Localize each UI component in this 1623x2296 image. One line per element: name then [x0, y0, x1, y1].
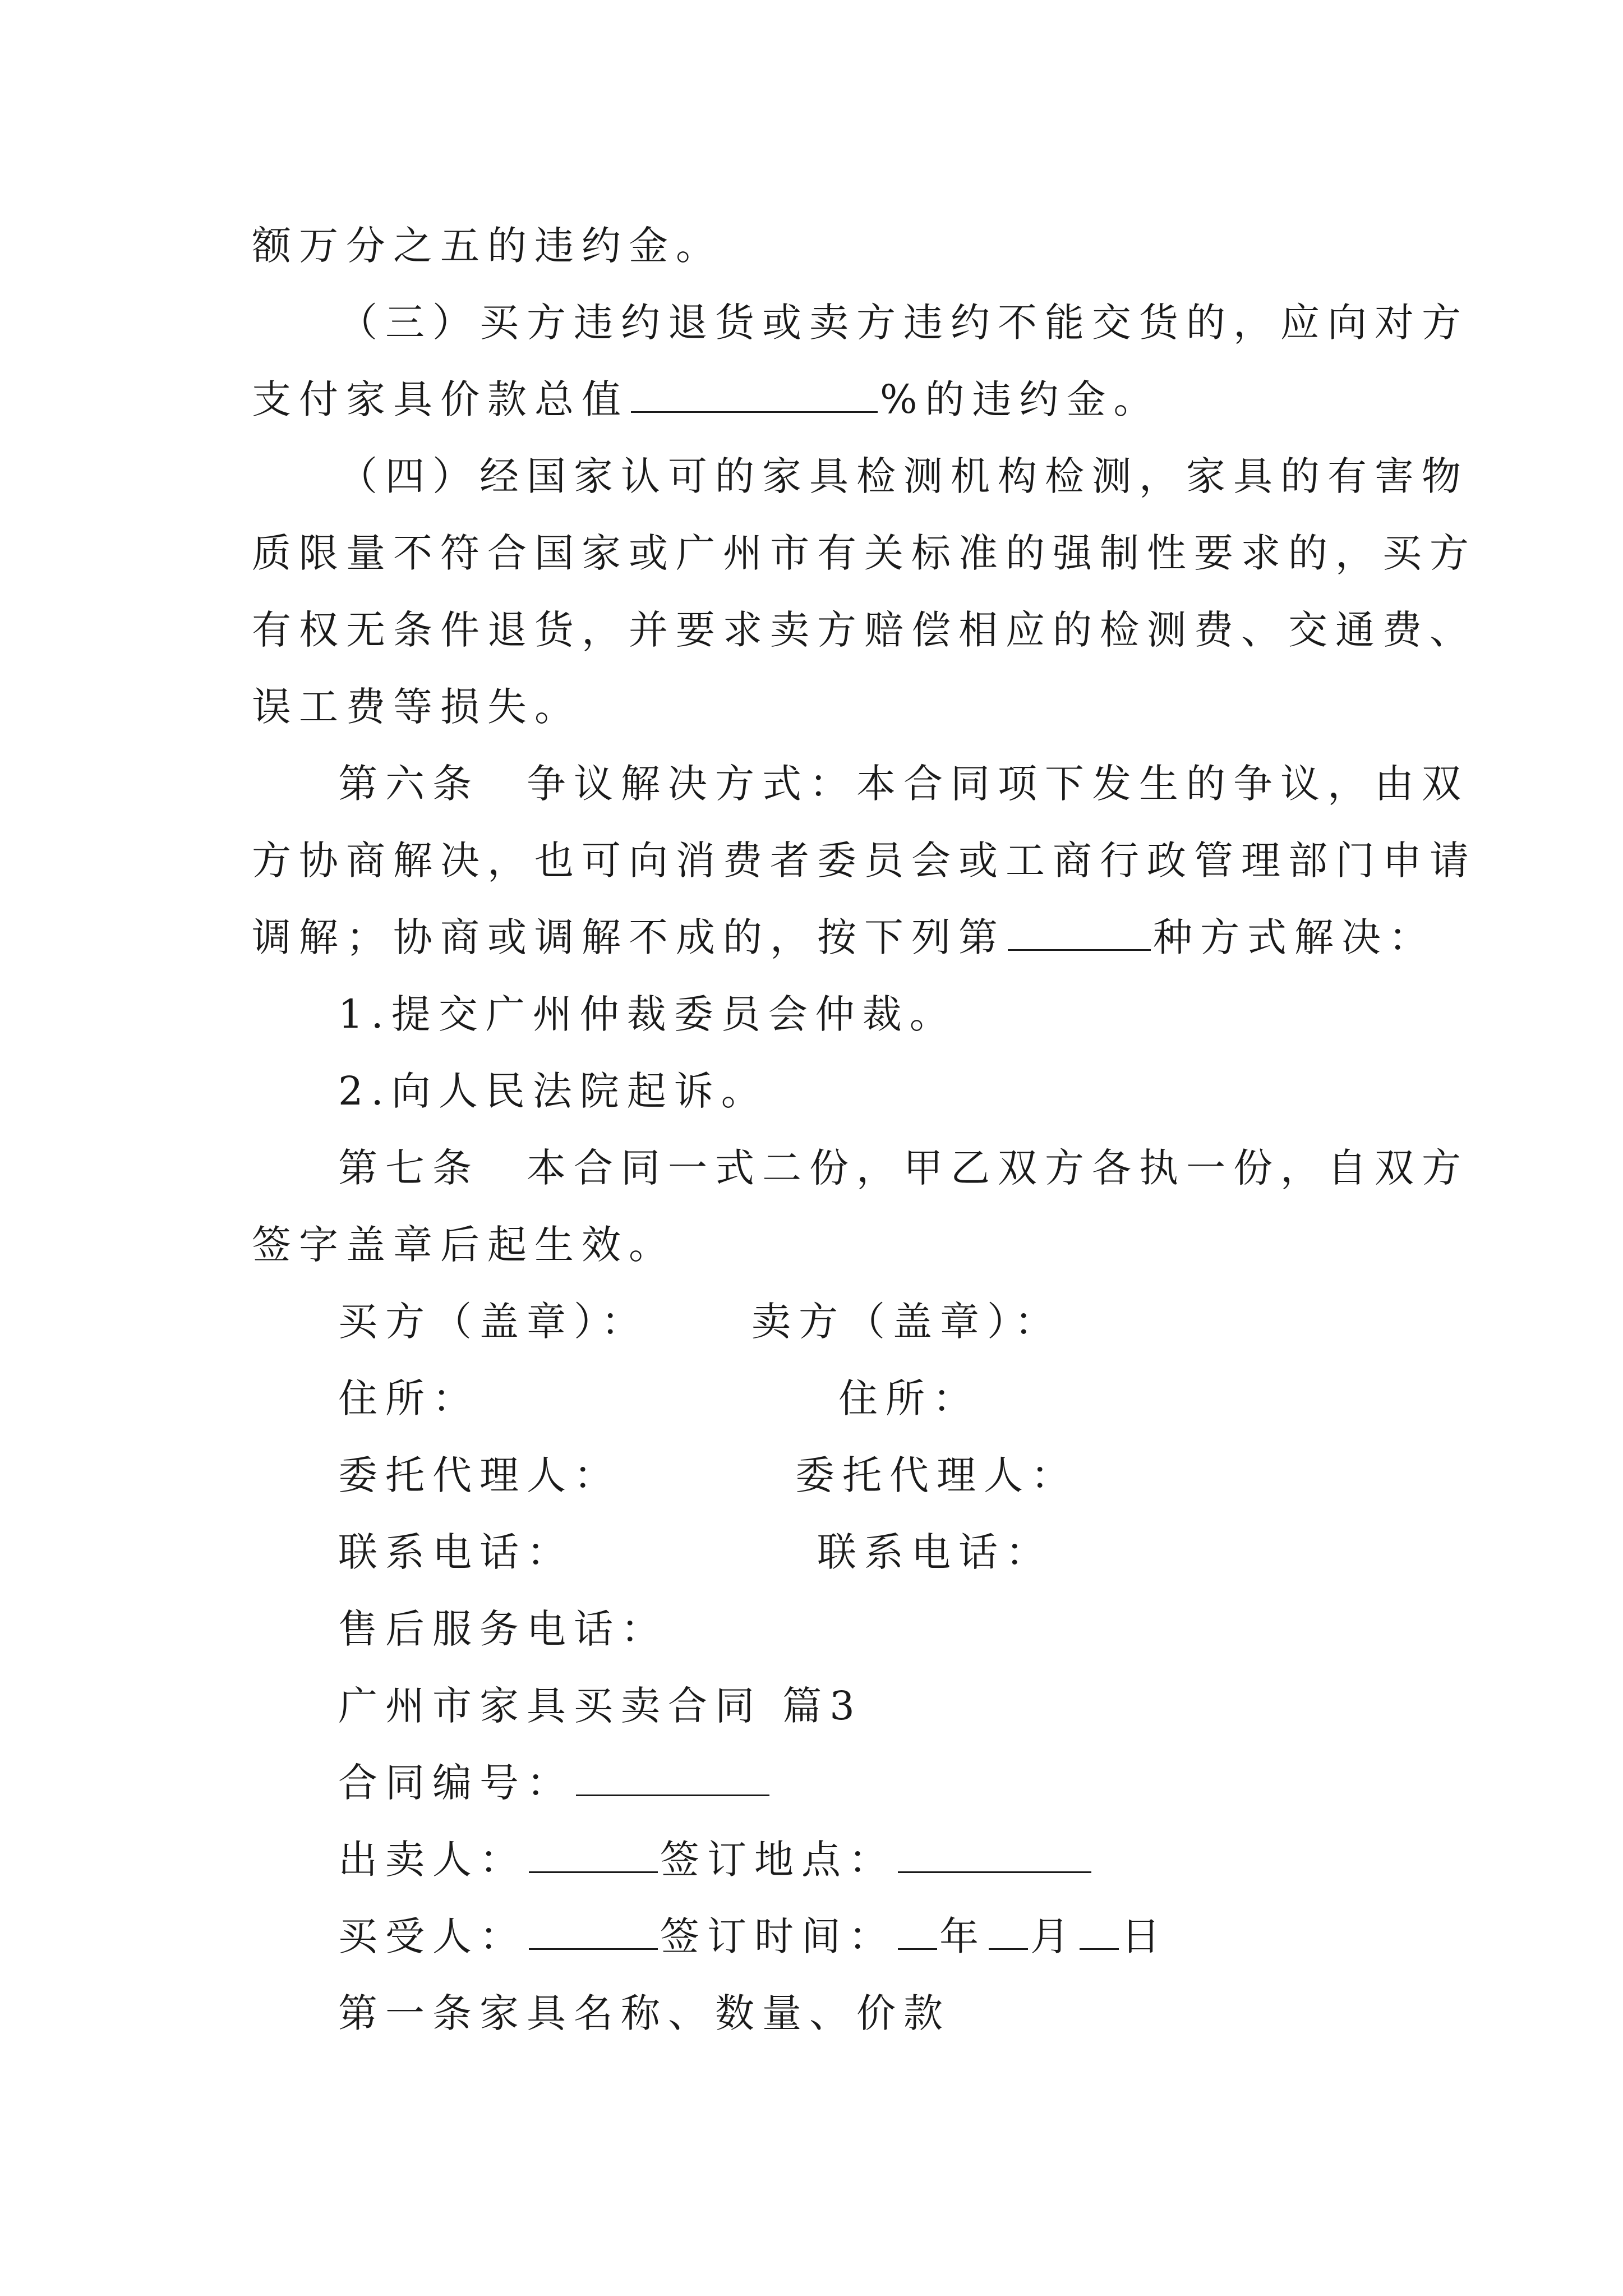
fill-in-blank[interactable]: [631, 376, 878, 413]
month-blank[interactable]: [989, 1913, 1028, 1950]
paragraph-line: 有权无条件退货，并要求卖方赔偿相应的检测费、交通费、: [252, 607, 1477, 653]
section-title: 广州市家具买卖合同 篇3: [338, 1683, 863, 1729]
list-item: 1.提交广州仲裁委员会仲裁。: [338, 991, 957, 1037]
buyer-seal-label: 买方（盖章）：: [338, 1299, 648, 1345]
seller-line: [338, 1821, 1094, 1898]
seller-seal-label: 卖方（盖章）：: [751, 1299, 1062, 1345]
seller-agent-label: 委托代理人：: [795, 1452, 1078, 1498]
sign-time-label: 签订时间：: [660, 1913, 896, 1959]
paragraph-line: [252, 361, 1161, 438]
paragraph-line: 方协商解决，也可向消费者委员会或工商行政管理部门申请: [252, 838, 1477, 884]
buyer-agent-label: 委托代理人：: [338, 1452, 621, 1498]
day-label: 日: [1121, 1913, 1168, 1959]
contract-number-line: [338, 1745, 772, 1821]
sign-place-blank[interactable]: [898, 1837, 1091, 1873]
text-segment: %的违约金。: [880, 376, 1161, 422]
seller-label: 出卖人：: [338, 1837, 527, 1883]
buyer-address-label: 住所：: [338, 1375, 479, 1421]
paragraph-line: （四）经国家认可的家具检测机构检测，家具的有害物: [338, 453, 1469, 499]
day-blank[interactable]: [1080, 1913, 1119, 1950]
contract-number-blank[interactable]: [576, 1760, 769, 1796]
year-blank[interactable]: [898, 1913, 937, 1950]
article-six-heading: 第六条 争议解决方式：本合同项下发生的争议，由双: [338, 761, 1469, 807]
text-segment: 支付家具价款总值: [252, 376, 629, 422]
buyer-label: 买受人：: [338, 1913, 527, 1959]
seller-blank[interactable]: [529, 1837, 658, 1873]
buyer-phone-label: 联系电话：: [338, 1529, 574, 1575]
paragraph-line: 误工费等损失。: [252, 684, 582, 730]
contract-number-label: 合同编号：: [338, 1760, 574, 1806]
seller-phone-label: 联系电话：: [817, 1529, 1053, 1575]
fill-in-blank[interactable]: [1008, 914, 1151, 951]
paragraph-line: 额万分之五的违约金。: [252, 223, 723, 269]
year-label: 年: [939, 1913, 986, 1959]
article-one-heading: 第一条家具名称、数量、价款: [338, 1990, 951, 2036]
sign-place-label: 签订地点：: [660, 1837, 896, 1883]
list-item: 2.向人民法院起诉。: [338, 1068, 768, 1114]
seller-address-label: 住所：: [838, 1375, 980, 1421]
buyer-line: [338, 1898, 1168, 1975]
buyer-blank[interactable]: [529, 1913, 658, 1950]
month-label: 月: [1030, 1913, 1077, 1959]
article-seven-heading: 第七条 本合同一式二份，甲乙双方各执一份，自双方: [338, 1145, 1469, 1191]
paragraph-line: 质限量不符合国家或广州市有关标准的强制性要求的，买方: [252, 530, 1477, 576]
paragraph-line: （三）买方违约退货或卖方违约不能交货的，应向对方: [338, 300, 1469, 346]
paragraph-line: 签字盖章后起生效。: [252, 1222, 676, 1268]
text-segment: 调解；协商或调解不成的，按下列第: [252, 914, 1006, 960]
service-phone-label: 售后服务电话：: [338, 1606, 668, 1652]
paragraph-line: [252, 899, 1436, 976]
text-segment: 种方式解决：: [1153, 914, 1436, 960]
